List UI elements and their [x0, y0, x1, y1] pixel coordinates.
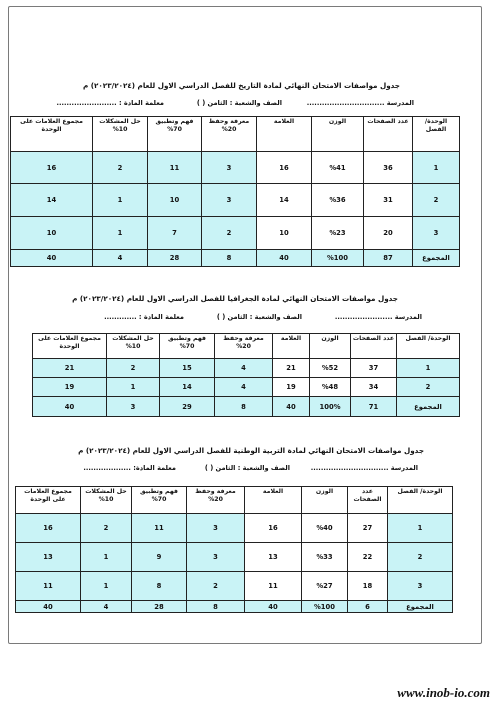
table-cell: 8	[215, 397, 273, 417]
table-cell: 11	[16, 572, 81, 601]
table-cell: 3	[107, 397, 160, 417]
table-cell: %23	[312, 217, 364, 250]
table-cell: 3	[202, 184, 257, 217]
class-field: الصف والشعبة : الثامن ( )	[196, 99, 282, 107]
table-cell: 20	[364, 217, 413, 250]
table-row	[16, 572, 453, 601]
header-cell: حل المشكلات 10%	[81, 487, 132, 514]
website-watermark: www.inob-io.com	[397, 685, 490, 700]
unit-cell: 1	[388, 514, 453, 543]
table-cell: 19	[273, 378, 310, 397]
table-cell: 2	[107, 359, 160, 378]
header-cell: مجموع العلامات على الوحدة	[33, 334, 107, 359]
table-cell: 15	[160, 359, 215, 378]
unit-cell: 2	[388, 543, 453, 572]
table-row	[11, 217, 460, 250]
section-title-history: جدول مواصفات الامتحان النهائي لمادة التاريخ للفصل الدراسي الاول للعام (٢٠٢٣/٢٠٢٤) م	[82, 81, 400, 90]
header-cell: مجموع العلامات على الوحدة	[16, 487, 81, 514]
header-cell: عدد الصفحات	[364, 117, 413, 152]
table-row	[16, 514, 453, 543]
table-cell: 1	[93, 217, 148, 250]
header-cell: حل المشكلات 10%	[107, 334, 160, 359]
table-cell: 7	[148, 217, 202, 250]
table-cell: 71	[351, 397, 397, 417]
spec-table-history	[10, 116, 460, 267]
table-cell: 4	[93, 250, 148, 267]
header-cell: مجموع العلامات على الوحدة	[11, 117, 93, 152]
table-cell: %100	[312, 250, 364, 267]
table-cell: %41	[312, 152, 364, 184]
table-cell: 9	[132, 543, 187, 572]
table-cell: 11	[245, 572, 302, 601]
table-cell: %36	[312, 184, 364, 217]
header-cell: الوزن	[302, 487, 348, 514]
header-cell: فهم وتطبيق 70%	[160, 334, 215, 359]
header-cell: الوزن	[310, 334, 351, 359]
table-row	[11, 184, 460, 217]
table-cell: 31	[364, 184, 413, 217]
table-cell: 14	[160, 378, 215, 397]
teacher-field: معلمة المادة : ........................	[56, 99, 164, 107]
table-cell: 28	[132, 601, 187, 613]
header-cell: عدد الصفحات	[348, 487, 388, 514]
table-cell: 11	[132, 514, 187, 543]
section-title-national-education: جدول مواصفات الامتحان النهائي لمادة التربية الوطنية للفصل الدراسي الاول للعام (٢٠٢٣/٢٠٢٤) م	[78, 446, 424, 455]
table-cell: 4	[215, 359, 273, 378]
table-cell: %52	[310, 359, 351, 378]
table-cell: 14	[11, 184, 93, 217]
table-cell: 10	[257, 217, 312, 250]
table-cell: 40	[273, 397, 310, 417]
table-cell: %27	[302, 572, 348, 601]
table-cell: 4	[215, 378, 273, 397]
table-cell: 8	[187, 601, 245, 613]
total-label-cell: المجموع	[413, 250, 460, 267]
table-cell: 10	[148, 184, 202, 217]
table-cell: 16	[245, 514, 302, 543]
table-cell: 28	[148, 250, 202, 267]
header-cell: فهم وتطبيق 70%	[132, 487, 187, 514]
table-cell: 16	[16, 514, 81, 543]
table-cell: 1	[81, 543, 132, 572]
table-row	[33, 378, 460, 397]
teacher-field: معلمة المادة : .............	[104, 313, 184, 321]
unit-cell: 2	[413, 184, 460, 217]
table-cell: 6	[348, 601, 388, 613]
table-cell: 40	[257, 250, 312, 267]
header-cell: الوحدة/ الفصل	[388, 487, 453, 514]
table-cell: %48	[310, 378, 351, 397]
header-cell: حل المشكلات 10%	[93, 117, 148, 152]
unit-cell: 3	[413, 217, 460, 250]
teacher-field: معلمة المادة: ...................	[83, 464, 176, 472]
table-cell: 2	[93, 152, 148, 184]
header-cell: عدد الصفحات	[351, 334, 397, 359]
table-row	[16, 543, 453, 572]
table-cell: 10	[11, 217, 93, 250]
class-field: الصف والشعبة : الثامن ( )	[204, 464, 290, 472]
table-cell: 87	[364, 250, 413, 267]
school-field: المدرسة ...............................	[310, 464, 418, 472]
header-cell: معرفة وحفظ 20%	[215, 334, 273, 359]
header-cell: فهم وتطبيق 70%	[148, 117, 202, 152]
table-cell: 40	[11, 250, 93, 267]
table-total-row	[33, 397, 460, 417]
table-cell: 14	[257, 184, 312, 217]
unit-cell: 2	[397, 378, 460, 397]
table-header-row	[33, 334, 460, 359]
table-cell: 1	[93, 184, 148, 217]
header-cell: العلامة	[245, 487, 302, 514]
class-field: الصف والشعبة : الثامن ( )	[216, 313, 302, 321]
spec-table-geography	[32, 333, 460, 417]
table-cell: 1	[81, 572, 132, 601]
table-cell: 4	[81, 601, 132, 613]
table-cell: %40	[302, 514, 348, 543]
school-field: المدرسة .......................	[334, 313, 422, 321]
table-cell: %33	[302, 543, 348, 572]
spec-table-national-education	[15, 486, 453, 613]
table-cell: 3	[202, 152, 257, 184]
table-row	[33, 359, 460, 378]
table-cell: 16	[257, 152, 312, 184]
unit-cell: 1	[413, 152, 460, 184]
table-cell: 100%	[310, 397, 351, 417]
table-cell: 8	[202, 250, 257, 267]
table-cell: 2	[187, 572, 245, 601]
table-cell: 16	[11, 152, 93, 184]
table-cell: 3	[187, 514, 245, 543]
table-cell: 22	[348, 543, 388, 572]
table-cell: 19	[33, 378, 107, 397]
unit-cell: 3	[388, 572, 453, 601]
table-cell: 40	[16, 601, 81, 613]
table-cell: 27	[348, 514, 388, 543]
header-cell: معرفة وحفظ 20%	[187, 487, 245, 514]
table-cell: 13	[245, 543, 302, 572]
table-cell: 1	[107, 378, 160, 397]
header-cell: العلامة	[273, 334, 310, 359]
table-cell: 11	[148, 152, 202, 184]
section-title-geography: جدول مواصفات الامتحان النهائي لمادة الجغرافيا للفصل الدراسي الاول للعام (٢٠٢٣/٢٠٢٤) م	[72, 294, 398, 303]
school-field: المدرسة ...............................	[306, 99, 414, 107]
table-cell: 21	[33, 359, 107, 378]
table-total-row	[16, 601, 453, 613]
table-cell: 21	[273, 359, 310, 378]
header-cell: الوحدة/ الفصل	[413, 117, 460, 152]
table-cell: 18	[348, 572, 388, 601]
table-cell: 29	[160, 397, 215, 417]
table-cell: 37	[351, 359, 397, 378]
table-cell: 34	[351, 378, 397, 397]
table-cell: 8	[132, 572, 187, 601]
table-cell: 2	[81, 514, 132, 543]
table-cell: 40	[245, 601, 302, 613]
unit-cell: 1	[397, 359, 460, 378]
table-cell: 36	[364, 152, 413, 184]
table-cell: %100	[302, 601, 348, 613]
table-row	[11, 152, 460, 184]
header-cell: الوحدة/ الفصل	[397, 334, 460, 359]
total-label-cell: المجموع	[397, 397, 460, 417]
table-total-row	[11, 250, 460, 267]
table-cell: 3	[187, 543, 245, 572]
header-cell: معرفة وحفظ 20%	[202, 117, 257, 152]
total-label-cell: المجموع	[388, 601, 453, 613]
table-header-row	[16, 487, 453, 514]
header-cell: العلامة	[257, 117, 312, 152]
table-header-row	[11, 117, 460, 152]
table-cell: 13	[16, 543, 81, 572]
header-cell: الوزن	[312, 117, 364, 152]
table-cell: 2	[202, 217, 257, 250]
table-cell: 40	[33, 397, 107, 417]
